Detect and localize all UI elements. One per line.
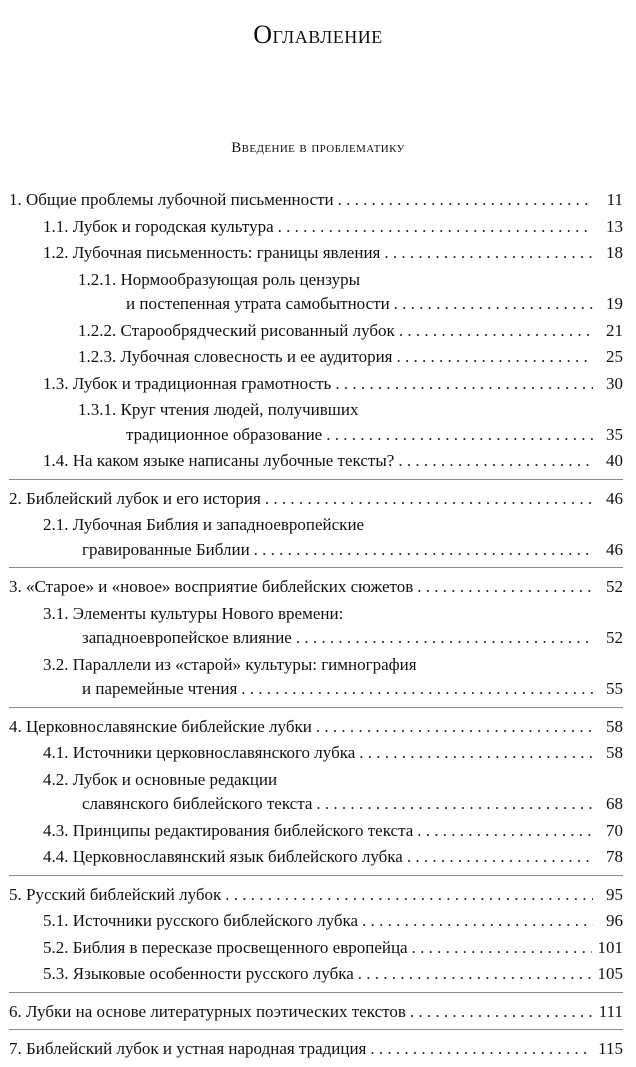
toc-page-number: 52	[606, 577, 623, 596]
toc-line	[9, 677, 623, 702]
dot-leader	[254, 538, 593, 563]
toc-line	[9, 768, 623, 793]
toc-entry	[9, 819, 623, 844]
toc-line	[9, 538, 623, 563]
toc-page-number: 18	[606, 243, 623, 262]
toc-line	[9, 215, 623, 240]
toc-page-number: 68	[606, 794, 623, 813]
toc-chapter-group	[9, 575, 623, 708]
toc-entry-text: 1.2.3. Лубочная словесность и ее аудитория	[78, 347, 393, 366]
toc-entry-text: 5.3. Языковые особенности русского лубка	[43, 964, 354, 983]
toc-entry-text: 2. Библейский лубок и его история	[9, 488, 261, 508]
dot-leader	[398, 449, 593, 474]
dot-leader	[370, 1037, 592, 1062]
toc-line	[9, 845, 623, 870]
toc-entry	[9, 768, 623, 817]
toc-entry-text: 6. Лубки на основе литературных поэтических текстов	[9, 1001, 406, 1021]
toc-chapter-group	[9, 715, 623, 876]
dot-leader	[316, 715, 593, 740]
toc-line	[9, 602, 623, 627]
dot-leader	[316, 792, 593, 817]
toc-entry-text: 4. Церковнославянские библейские лубки	[9, 716, 312, 736]
toc-page-number: 58	[606, 716, 623, 736]
toc-entry-text: 7. Библейский лубок и устная народная традиция	[9, 1039, 367, 1058]
toc-line	[9, 449, 623, 474]
toc-page-number: 95	[606, 884, 623, 904]
dot-leader	[399, 319, 593, 344]
toc-entry	[9, 602, 623, 651]
dot-leader	[397, 345, 594, 370]
toc-entry	[9, 962, 623, 987]
toc-line	[9, 715, 623, 740]
page-title: Оглавление	[253, 20, 383, 49]
toc-line	[9, 423, 623, 448]
dot-leader	[417, 819, 593, 844]
toc-entry	[9, 345, 623, 370]
toc-entry	[9, 319, 623, 344]
toc-chapter-group	[9, 487, 623, 569]
toc-entry-text: 1.3.1. Круг чтения людей, получивших	[78, 400, 359, 419]
toc-entry-text: 3.1. Элементы культуры Нового времени:	[43, 603, 344, 623]
toc-entry-text: славянского библейского текста	[82, 794, 313, 813]
toc-line	[9, 626, 623, 651]
toc-line	[9, 575, 623, 600]
toc-entry-text: 1.3. Лубок и традиционная грамотность	[43, 373, 332, 393]
toc-line	[9, 653, 623, 678]
toc-page-number: 21	[606, 320, 623, 340]
toc-page-number: 25	[606, 347, 623, 366]
toc-page-number: 11	[606, 190, 623, 209]
toc-line	[9, 909, 623, 934]
toc-entry-text: и паремейные чтения	[82, 679, 238, 698]
toc-entry	[9, 241, 623, 266]
toc-page-number: 52	[606, 628, 623, 647]
toc-entry-text: гравированные Библии	[82, 539, 250, 559]
toc-entry-text: традиционное образование	[126, 424, 323, 444]
dot-leader	[338, 188, 593, 213]
toc-entry-text: 5.2. Библия в пересказе просвещенного европейца	[43, 937, 408, 957]
dot-leader	[241, 677, 593, 702]
toc-page-number: 35	[606, 424, 623, 444]
toc-page-number: 78	[606, 847, 623, 866]
toc-entry-text: 1.2.2. Старообрядческий рисованный лубок	[78, 320, 395, 340]
toc-entry	[9, 653, 623, 702]
toc-entry-text: 3. «Старое» и «новое» восприятие библейских сюжетов	[9, 577, 414, 596]
toc-entry	[9, 215, 623, 240]
dot-leader	[417, 575, 593, 600]
toc-line	[9, 487, 623, 512]
toc-entry	[9, 398, 623, 447]
dot-leader	[225, 883, 593, 908]
toc-line	[9, 792, 623, 817]
toc-entry	[9, 936, 623, 961]
dot-leader	[362, 909, 593, 934]
toc-page-number: 115	[598, 1039, 623, 1058]
toc-entry	[9, 845, 623, 870]
toc-line	[9, 319, 623, 344]
toc-entry-text: 1. Общие проблемы лубочной письменности	[9, 190, 334, 209]
toc-line	[9, 241, 623, 266]
dot-leader	[359, 741, 593, 766]
toc-entry	[9, 715, 623, 740]
toc-entry-text: и постепенная утрата самобытности	[126, 294, 390, 313]
toc-page-number: 30	[606, 373, 623, 393]
toc-entry	[9, 909, 623, 934]
toc-line	[9, 819, 623, 844]
toc-entry-text: 2.1. Лубочная Библия и западноевропейские	[43, 515, 365, 534]
dot-leader	[335, 372, 593, 397]
toc-line	[9, 292, 623, 317]
toc-entry-text: 1.2. Лубочная письменность: границы явления	[43, 243, 381, 262]
toc-entry	[9, 883, 623, 908]
section-heading: Введение в проблематику	[231, 140, 405, 156]
toc-entry	[9, 449, 623, 474]
toc-entry	[9, 487, 623, 512]
toc-line	[9, 962, 623, 987]
toc-line	[9, 188, 623, 213]
toc-page-number: 55	[606, 679, 623, 698]
toc-entry	[9, 188, 623, 213]
toc-page-number: 13	[606, 216, 623, 236]
toc-entry-text: 4.3. Принципы редактирования библейского текста	[43, 820, 414, 840]
toc-line	[9, 1037, 623, 1062]
toc-line	[9, 398, 623, 423]
dot-leader	[412, 936, 592, 961]
dot-leader	[394, 292, 593, 317]
toc-page-number: 19	[606, 294, 623, 313]
toc-entry	[9, 268, 623, 317]
toc-entry-text: 4.2. Лубок и основные редакции	[43, 769, 278, 789]
toc-chapter-group	[9, 883, 623, 993]
toc-line	[9, 345, 623, 370]
toc-page-number: 105	[597, 964, 623, 983]
toc-chapter-group	[9, 188, 623, 480]
toc-line	[9, 936, 623, 961]
dot-leader	[265, 487, 593, 512]
toc-line	[9, 741, 623, 766]
toc-line	[9, 513, 623, 538]
toc-entry	[9, 575, 623, 600]
table-of-contents	[9, 186, 623, 1067]
toc-chapter-group	[9, 1000, 623, 1031]
dot-leader	[358, 962, 592, 987]
toc-entry	[9, 1037, 623, 1062]
toc-entry-text: 5. Русский библейский лубок	[9, 884, 222, 904]
toc-page-number: 96	[606, 911, 623, 930]
toc-page-number: 70	[606, 820, 623, 840]
dot-leader	[384, 241, 593, 266]
toc-entry-text: 4.1. Источники церковнославянского лубка	[43, 743, 356, 762]
toc-line	[9, 883, 623, 908]
toc-entry	[9, 741, 623, 766]
toc-chapter-group	[9, 1037, 623, 1067]
toc-line	[9, 268, 623, 293]
toc-page-number: 101	[597, 937, 623, 957]
toc-entry	[9, 372, 623, 397]
toc-page-number: 40	[606, 451, 623, 470]
dot-leader	[278, 215, 593, 240]
toc-entry-text: 5.1. Источники русского библейского лубка	[43, 911, 359, 930]
toc-entry-text: западноевропейское влияние	[82, 628, 292, 647]
toc-entry-text: 1.1. Лубок и городская культура	[43, 216, 274, 236]
toc-entry-text: 3.2. Параллели из «старой» культуры: гимнография	[43, 654, 417, 674]
toc-entry-text: 1.4. На каком языке написаны лубочные тексты?	[43, 451, 395, 470]
toc-line	[9, 372, 623, 397]
toc-page-number: 46	[606, 488, 623, 508]
toc-page-number: 46	[606, 539, 623, 559]
toc-entry-text: 4.4. Церковнославянский язык библейского лубка	[43, 847, 403, 866]
toc-entry	[9, 513, 623, 562]
dot-leader	[296, 626, 593, 651]
toc-page-number: 111	[598, 1001, 623, 1021]
toc-page-number: 58	[606, 743, 623, 762]
toc-entry-text: 1.2.1. Нормообразующая роль цензуры	[78, 269, 361, 289]
dot-leader	[326, 423, 593, 448]
dot-leader	[407, 845, 593, 870]
